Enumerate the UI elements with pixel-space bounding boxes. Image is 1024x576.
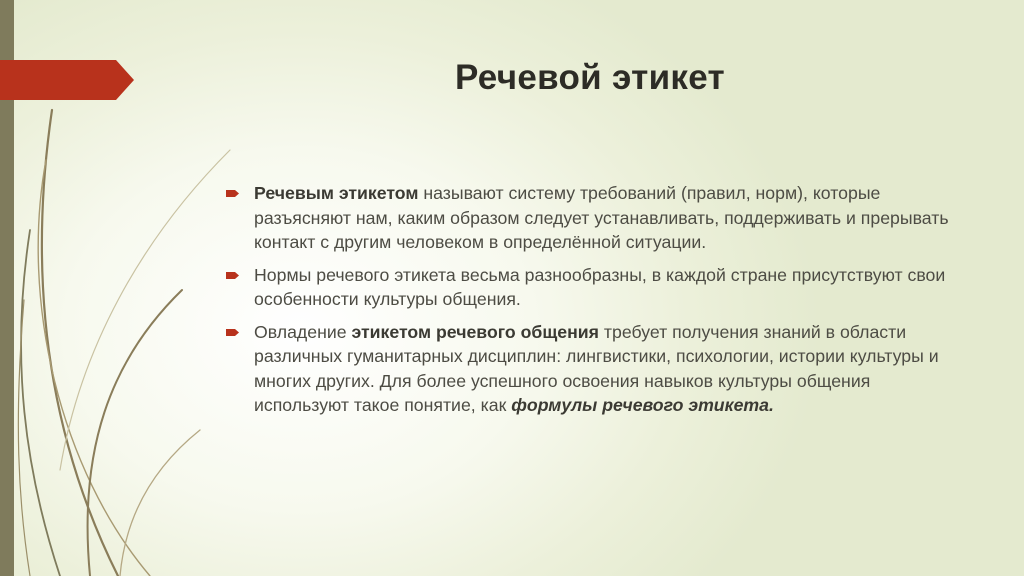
arrow-bullet-icon	[226, 270, 240, 281]
bullet-3-text-a: Овладение	[254, 321, 352, 342]
title-arrow-tab	[0, 0, 140, 110]
arrow-bullet-icon	[226, 327, 240, 338]
slide-title: Речевой этикет	[455, 58, 725, 97]
bullet-list	[224, 181, 954, 426]
bullet-3-period: .	[768, 395, 774, 415]
bullet-2-text: Нормы речевого этикета весьма разнообразны, в каждой стране присутствуют свои особенности культуры общения.	[254, 264, 946, 309]
bullet-3-bold: этикетом речевого общения	[351, 321, 599, 342]
bullet-item-1	[224, 181, 954, 255]
arrow-bullet-icon	[226, 188, 240, 199]
bullet-1-text: называют систему требований (правил, норм), которые разъясняют нам, каким образом следует устанавливать, поддерживать и прерывать контакт с другим человеком в определённой ситуации.	[254, 183, 949, 252]
bullet-1-bold: Речевым этикетом	[254, 183, 419, 203]
bullet-3-text-b: требует получения знаний в области различных гуманитарных дисциплин: лингвистики, психологии, истории культуры и многих других. Для более успешного освоения навыков культуры общения используют такое понятие, как	[254, 321, 939, 415]
bullet-item-3	[224, 320, 954, 418]
bullet-3-bold-italic: формулы речевого этикета	[511, 395, 769, 415]
bullet-item-2	[224, 263, 954, 312]
